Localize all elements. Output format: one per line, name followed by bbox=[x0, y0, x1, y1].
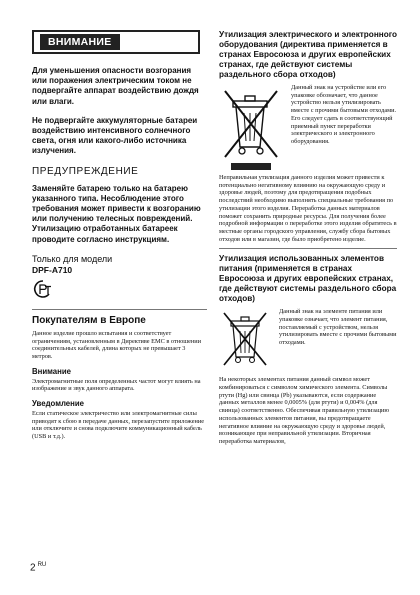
battery-body-text: На некоторых элементах питания данный символ может комбинироваться с символом химического элемента. Символы ртути (Hg) или свинца (Pb) указываются, если содержание данных металлов менее 0,0005% (для ртути) и 0,004% (для свинца) соответственно. Обеспечивая правильную утилизацию использованных элементов питания, вы предотвращаете негативное влияние на окружающую среду и здоровье людей, возникающее при неправильной утилизации. Вторичная переработка материалов, bbox=[219, 376, 390, 445]
warning-banner-text: ВНИМАНИЕ bbox=[40, 34, 120, 50]
gost-mark-text: РСТ bbox=[32, 278, 34, 280]
caution-heading: ПРЕДУПРЕЖДЕНИЕ bbox=[32, 165, 139, 177]
weee-symbol-text: Данный знак на устройстве или его упаковке обозначает, что данное устройство нельзя утилизировать вместе с прочими бытовыми отходами. Его следует сдать в соответствующий приемный пункт переработки электрического и электронного оборудования. bbox=[291, 84, 397, 145]
right-column bbox=[219, 30, 397, 446]
section-divider bbox=[32, 309, 207, 310]
crossed-bin-icon bbox=[219, 85, 285, 173]
language-code: RU bbox=[37, 562, 47, 568]
left-column bbox=[32, 30, 207, 441]
gost-certification-mark bbox=[32, 279, 54, 299]
battery-symbol-text: Данный знак на элементе питания или упаковке означает, что элемент питания, поставляемый с устройством, нельзя утилизировать вместе с прочими бытовыми отходами. bbox=[279, 308, 397, 347]
notice-heading: Уведомление bbox=[32, 399, 84, 409]
model-label: Только для модели bbox=[32, 253, 113, 264]
warning-rain: Для уменьшения опасности возгорания или поражения электрическим током не подвергайте аппарат воздействию дождя или влаги. bbox=[32, 66, 199, 106]
weee-heading: Утилизация электрического и электронного оборудования (директива применяется в странах Евросоюза и других европейских странах, где действуют системы раздельного сбора отходов) bbox=[219, 30, 398, 79]
battery-heading: Утилизация использованных элементов питания (применяется в странах Евросоюза и других европейских странах, где действуют системы раздельного сбора отходов) bbox=[219, 254, 397, 304]
page-footer bbox=[30, 562, 46, 573]
caution-text: Заменяйте батарею только на батарею указанного типа. Несоблюдение этого требования может привести к возгоранию или получению телесных повреждений. Утилизацию отработанных батареек проводите согласно инструкциям. bbox=[32, 183, 201, 244]
attention-heading: Внимание bbox=[32, 366, 71, 376]
warning-battery-heat: Не подвергайте аккумуляторные батареи воздействию интенсивного солнечного света, огня или какого-либо источника излучения. bbox=[32, 115, 198, 156]
notice-text: Если статическое электричество или электромагнитные силы приводят к сбою в передаче данных, перезапустите приложение или отключите и снова подключите коммуникационный кабель (USB и т.д.). bbox=[32, 410, 205, 441]
europe-text: Данное изделие прошло испытания и соответствует ограничениям, установленным в Директиве ЕМС в отношении соединительных кабелей, длина которых не превышает 3 метров. bbox=[32, 329, 202, 360]
warning-banner bbox=[32, 30, 200, 54]
weee-body-text: Неправильная утилизация данного изделия может привести к потенциально негативному влиянию на окружающую среду и здоровье людей, поэтому для предотвращения подобных последствий необходимо выполнять специальные требования по утилизации этого изделия. Переработка данных материалов поможет сохранить природные ресурсы. Для получения более подробной информации о переработке этого изделия обратитесь в местные органы городского управления, службу сбора бытовых отходов или в магазин, где было приобретено изделие. bbox=[219, 174, 397, 243]
europe-heading: Покупателям в Европе bbox=[32, 314, 146, 326]
crossed-bin-battery-icon bbox=[219, 309, 273, 369]
model-number: DPF-A710 bbox=[32, 264, 73, 275]
right-section-divider bbox=[219, 248, 397, 249]
battery-symbol bbox=[219, 309, 273, 374]
gost-mark-icon bbox=[32, 279, 54, 299]
attention-text: Электромагнитные поля определенных частот могут влиять на изображение и звук данного аппарата. bbox=[32, 377, 201, 393]
weee-symbol bbox=[219, 85, 285, 173]
page-number: 2 bbox=[30, 562, 36, 574]
